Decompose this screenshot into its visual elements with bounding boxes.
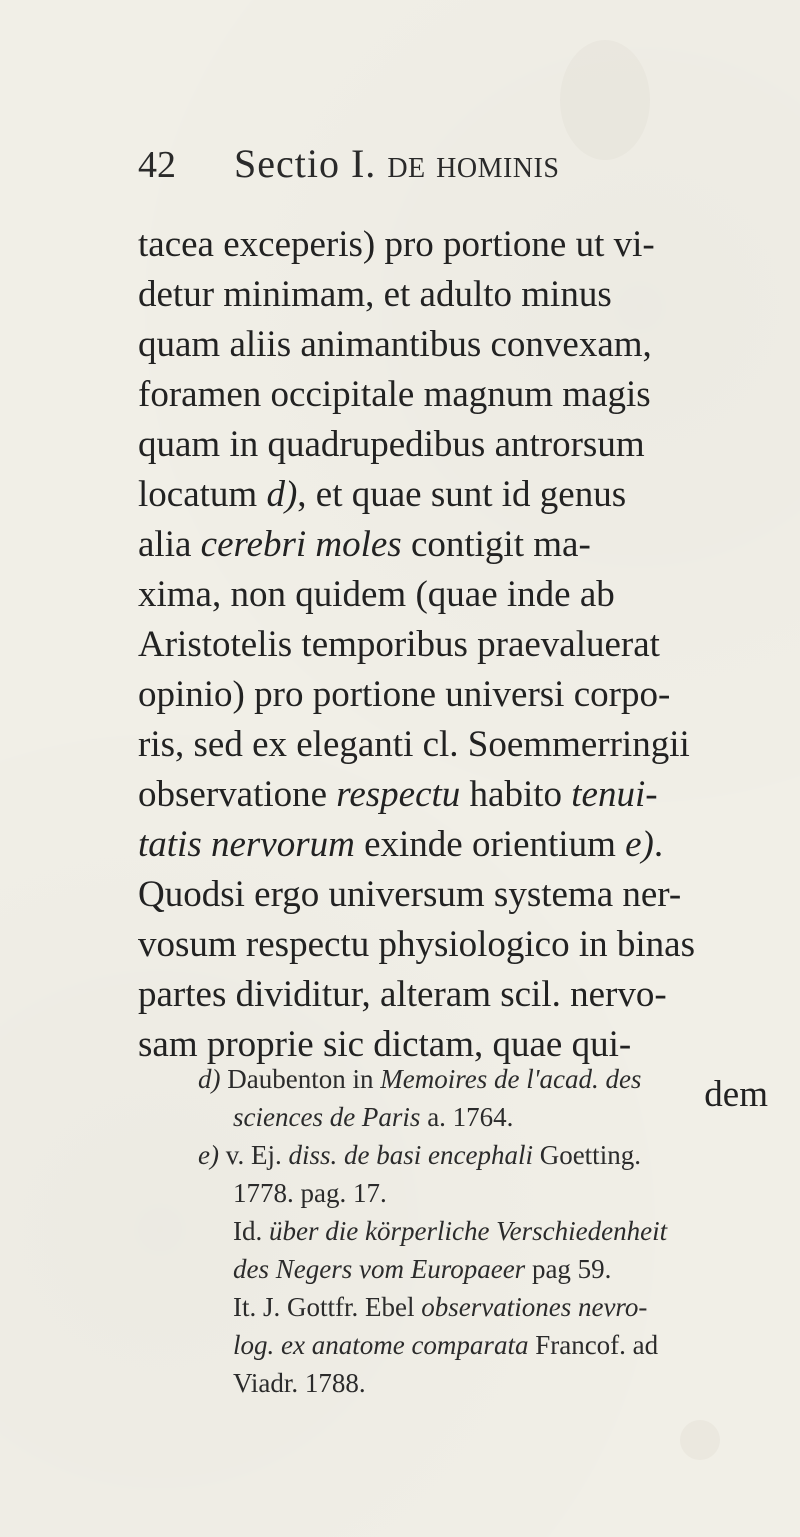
paper-stain xyxy=(680,1420,720,1460)
text-line xyxy=(138,420,768,470)
text-line xyxy=(138,520,768,570)
footnote-text: a. 1764. xyxy=(420,1102,514,1132)
footnote-e-line-6 xyxy=(198,1326,768,1364)
footnote-italic: log. ex anatome comparata xyxy=(233,1330,529,1360)
footnote-italic: des Negers vom Europaeer xyxy=(233,1254,526,1284)
text-line xyxy=(138,920,768,970)
text-segment: foramen occipitale magnum magis xyxy=(138,374,651,415)
text-segment: quam aliis animantibus convexam, xyxy=(138,324,652,365)
page-number: 42 xyxy=(138,144,176,186)
text-line xyxy=(138,970,768,1020)
footnote-e-line-2 xyxy=(198,1174,768,1212)
text-line xyxy=(138,570,768,620)
text-line xyxy=(138,370,768,420)
text-segment: locatum xyxy=(138,474,267,515)
footnote-e-line-1 xyxy=(198,1136,768,1174)
main-text xyxy=(138,220,768,1120)
text-segment: tacea exceperis) pro portione ut vi- xyxy=(138,224,655,265)
footnote-text: v. Ej. xyxy=(225,1140,289,1170)
text-segment: Aristotelis temporibus praevaluerat xyxy=(138,624,660,665)
text-line xyxy=(138,620,768,670)
footnote-text: 1778. pag. 17. xyxy=(233,1178,387,1208)
text-segment: partes dividitur, alteram scil. nervo- xyxy=(138,974,667,1015)
text-segment: , et quae sunt id genus xyxy=(297,474,627,515)
text-line xyxy=(138,670,768,720)
footnote-e-line-7 xyxy=(198,1364,768,1402)
footnote-italic: observationes nevro- xyxy=(421,1292,648,1322)
text-line xyxy=(138,470,768,520)
text-line xyxy=(138,820,768,870)
italic-segment: tenui- xyxy=(571,774,658,815)
footnote-text: pag 59. xyxy=(525,1254,612,1284)
footnote-reference-e: e) xyxy=(625,824,654,865)
text-segment: exinde orientium xyxy=(354,824,626,865)
text-line xyxy=(138,270,768,320)
text-line xyxy=(138,220,768,270)
text-line xyxy=(138,870,768,920)
text-segment: observatione xyxy=(138,774,337,815)
text-segment: detur minimam, et adulto minus xyxy=(138,274,612,315)
footnote-italic: Memoires de l'acad. des xyxy=(380,1064,642,1094)
footnote-d-line-1 xyxy=(198,1060,768,1098)
text-segment: habito xyxy=(460,774,572,815)
footnote-italic: sciences de Paris xyxy=(233,1102,421,1132)
footnote-marker-d: d) xyxy=(198,1064,221,1094)
footnote-e-line-5 xyxy=(198,1288,768,1326)
footnote-text: It. J. Gottfr. Ebel xyxy=(233,1292,422,1322)
text-segment: . xyxy=(653,824,664,865)
section-subtitle: de hominis xyxy=(387,141,560,186)
footnote-d-line-2 xyxy=(198,1098,768,1136)
footnote-italic: diss. de basi encephali xyxy=(288,1140,533,1170)
footnote-text: Id. xyxy=(233,1216,269,1246)
running-header xyxy=(138,140,559,187)
text-line xyxy=(138,770,768,820)
section-label: Sectio I. xyxy=(234,141,377,186)
footnote-italic: über die körperliche Verschiedenheit xyxy=(269,1216,668,1246)
footnote-text: Viadr. 1788. xyxy=(233,1368,366,1398)
text-segment: quam in quadrupedibus antrorsum xyxy=(138,424,645,465)
italic-segment: cerebri moles xyxy=(200,524,402,565)
text-segment: alia xyxy=(138,524,201,565)
text-line xyxy=(138,320,768,370)
text-segment: vosum respectu physiologico in binas xyxy=(138,924,695,965)
footnote-marker-e: e) xyxy=(198,1140,219,1170)
footnote-e-line-4 xyxy=(198,1250,768,1288)
footnote-text: Francof. ad xyxy=(528,1330,659,1360)
text-segment: xima, non quidem (quae inde ab xyxy=(138,574,615,615)
text-segment: opinio) pro portione universi corpo- xyxy=(138,674,671,715)
footnote-e-line-3 xyxy=(198,1212,768,1250)
text-segment: sam proprie sic dictam, quae qui- xyxy=(138,1024,632,1065)
section-title xyxy=(234,140,559,187)
text-segment: ris, sed ex eleganti cl. Soemmerringii xyxy=(138,724,690,765)
footnote-reference-d: d) xyxy=(266,474,298,515)
italic-segment: respectu xyxy=(336,774,461,815)
footnote-text: Daubenton in xyxy=(227,1064,381,1094)
italic-segment: tatis nervorum xyxy=(138,824,355,865)
paper-stain xyxy=(560,40,650,160)
text-line xyxy=(138,720,768,770)
footnote-text: Goetting. xyxy=(532,1140,641,1170)
text-segment: contigit ma- xyxy=(401,524,591,565)
footnotes xyxy=(198,1060,768,1402)
text-segment: Quodsi ergo universum systema ner- xyxy=(138,874,682,915)
catchword: dem xyxy=(704,1074,768,1115)
